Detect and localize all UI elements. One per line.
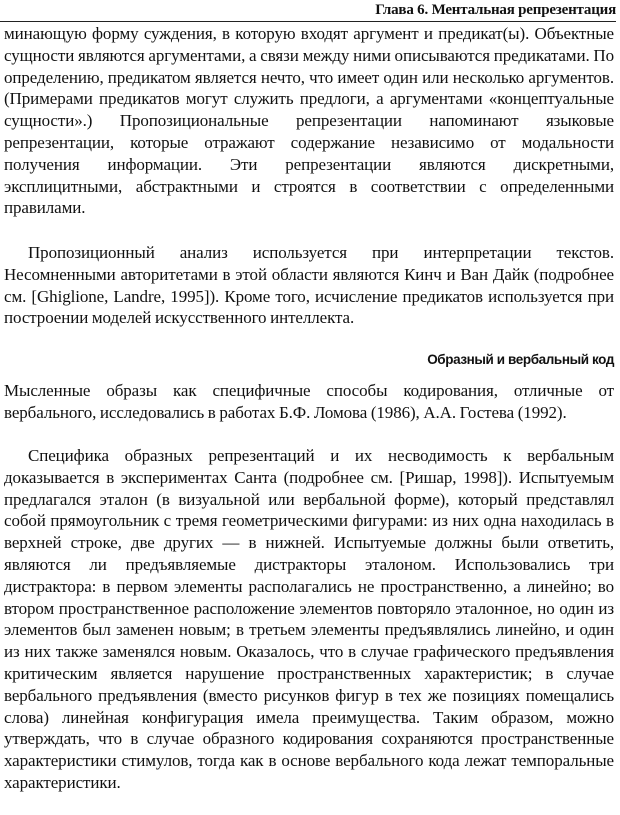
paragraph-propositional-representations: минающую форму суждения, в которую входят аргумент и предикат(ы). Объектные сущности являются аргументами, а связи между ними описываются предикатами. По определению, предикатом является нечто, что имеет один или несколько аргументов. (Примерами предикатов могут служить предлоги, а аргументами «концептуальные сущности».) Пропозициональные репрезентации напоминают языковые репрезентации, которые отражают содержание независимо от модальности получения информации. Эти репрезентации являются дискретными, эксплицитными, абстрактными и строятся в соответствии с определенными правилами. bbox=[4, 24, 614, 218]
header-rule bbox=[0, 21, 616, 22]
paragraph-mental-images: Мысленные образы как специфичные способы кодирования, отличные от вербального, исследовались в работах Б.Ф. Ломова (1986), А.А. Гостева (1992). bbox=[4, 381, 614, 422]
paragraph-santa-experiments: Специфика образных репрезентаций и их несводимость к вербальным доказывается в экспериментах Санта (подробнее см. [Ришар, 1998]). Испытуемым предлагался эталон (в визуальной или вербальной форме), который представлял собой прямоугольник с тремя геометрическими фигурами: из них одна находилась в верхней строке, две других — в нижней. Испытуемые должны были ответить, являются ли предъявляемые дистракторы эталоном. Использовались три дистрактора: в первом элементы располагались не пространственно, а линейно; во втором пространственное расположение элементов повторяло эталонное, но один из элементов был заменен новым; в третьем элементы предъявлялись линейно, и один из них также заменялся новым. Оказалось, что в случае графического предъявления критическим является нарушение пространственных характеристик; в случае вербального предъявления (вместо рисунков фигур в тех же позициях помещались слова) линейная конфигурация имела преимущества. Таким образом, можно утверждать, что в случае образного кодирования сохраняются пространственные характеристики стимулов, тогда как в основе вербального кода лежат темпоральные характеристики. bbox=[4, 446, 614, 792]
running-head: Глава 6. Ментальная репрезентация bbox=[375, 2, 616, 18]
section-heading: Образный и вербальный код bbox=[427, 352, 614, 367]
paragraph-propositional-analysis: Пропозиционный анализ используется при интерпретации текстов. Несомненными авторитетами в этой области являются Кинч и Ван Дайк (подробнее см. [Ghiglione, Landre, 1995]). Кроме того, исчисление предикатов используется при построении моделей искусственного интеллекта. bbox=[4, 243, 614, 328]
